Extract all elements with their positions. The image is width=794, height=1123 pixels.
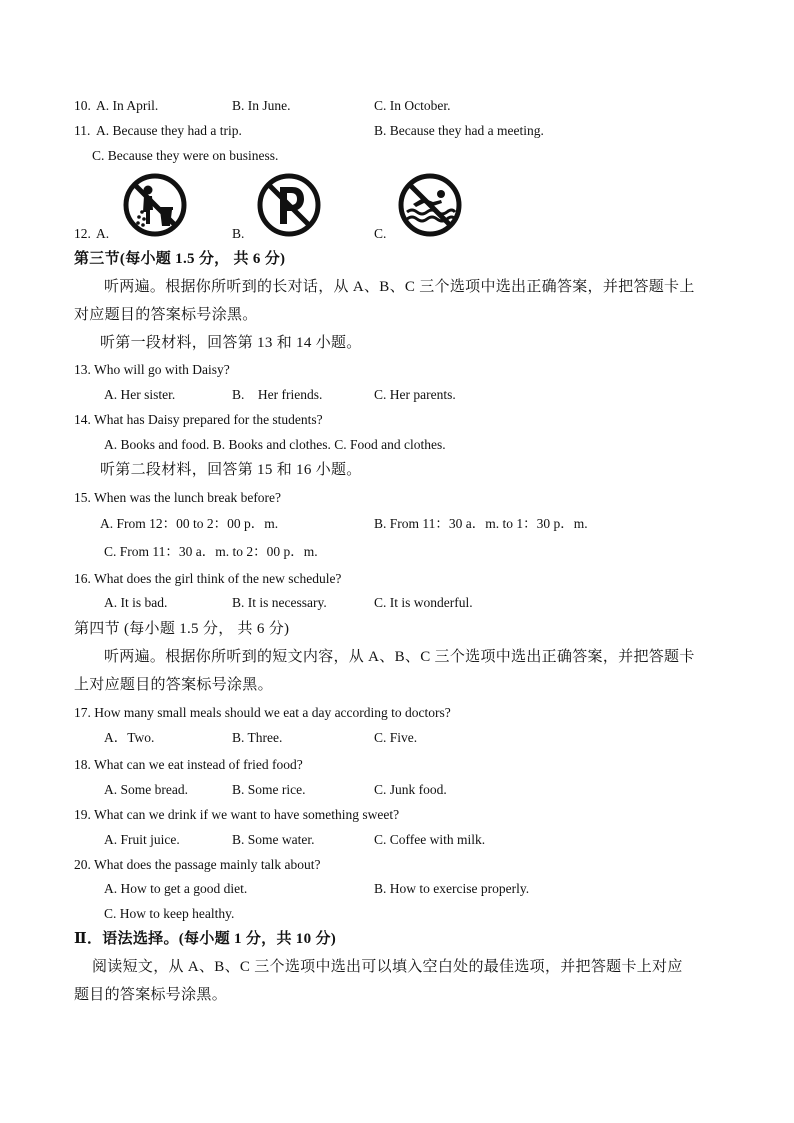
q17-option-a: A．Two. [104, 730, 155, 745]
q16-option-c: C. It is wonderful. [374, 595, 473, 610]
part2-instruction-line1: 阅读短文，从 A、B、C 三个选项中选出可以填入空白处的最佳选项，并把答题卡上对应 [92, 959, 683, 975]
part2-title: Ⅱ．语法选择。(每小题 1 分，共 10 分) [74, 931, 337, 947]
q19-option-b: B. Some water. [232, 832, 315, 847]
q18-stem: 18. What can we eat instead of fried food? [74, 757, 303, 772]
q15-option-b: B. From 11：30 a．m. to 1：30 p．m. [374, 516, 588, 531]
q10-option-c: C. In October. [374, 98, 451, 113]
q14-stem: 14. What has Daisy prepared for the students? [74, 412, 323, 427]
q16-option-a: A. It is bad. [104, 595, 168, 610]
no-swimming-sign-icon [397, 172, 463, 238]
q15-stem: 15. When was the lunch break before? [74, 490, 282, 505]
q16-stem: 16. What does the girl think of the new schedule? [74, 571, 342, 586]
q19-stem: 19. What can we drink if we want to have something sweet? [74, 807, 400, 822]
section4-title: 第四节 (每小题 1.5 分， 共 6 分) [74, 621, 290, 637]
q20-stem: 20. What does the passage mainly talk about? [74, 857, 321, 872]
q13-stem: 13. Who will go with Daisy? [74, 362, 230, 377]
q15-option-c: C. From 11：30 a．m. to 2：00 p．m. [104, 544, 318, 559]
part2-instruction-line2: 题目的答案标号涂黑。 [74, 987, 228, 1003]
q17-option-b: B. Three. [232, 730, 283, 745]
q17-option-c: C. Five. [374, 730, 418, 745]
q12-option-c: C. [374, 226, 387, 241]
q18-option-a: A. Some bread. [104, 782, 188, 797]
no-littering-sign-icon [122, 172, 188, 238]
section4-instruction-line1: 听两遍。根据你所听到的短文内容，从 A、B、C 三个选项中选出正确答案，并把答题卡 [104, 649, 695, 665]
q19-option-c: C. Coffee with milk. [374, 832, 486, 847]
q17-stem: 17. How many small meals should we eat a day according to doctors? [74, 705, 451, 720]
q13-option-b: B. Her friends. [232, 387, 323, 402]
q11-option-b: B. Because they had a meeting. [374, 123, 544, 138]
q13-option-c: C. Her parents. [374, 387, 456, 402]
q20-option-a: A. How to get a good diet. [104, 881, 248, 896]
q20-option-b: B. How to exercise properly. [374, 881, 530, 896]
q11-option-c: C. Because they were on business. [92, 148, 279, 163]
section3-title: 第三节(每小题 1.5 分， 共 6 分) [74, 251, 286, 267]
section4-instruction-line2: 上对应题目的答案标号涂黑。 [74, 677, 273, 693]
q12-number: 12. [74, 226, 91, 241]
section3-material2: 听第二段材料，回答第 15 和 16 小题。 [100, 462, 362, 478]
q12-option-a: A. [96, 226, 110, 241]
section3-instruction-line2: 对应题目的答案标号涂黑。 [74, 307, 258, 323]
q14-options: A. Books and food. B. Books and clothes. C. Food and clothes. [104, 437, 446, 452]
q16-option-b: B. It is necessary. [232, 595, 327, 610]
q20-option-c: C. How to keep healthy. [104, 906, 235, 921]
q18-option-c: C. Junk food. [374, 782, 447, 797]
q11-option-a: A. Because they had a trip. [96, 123, 242, 138]
q11-number: 11. [74, 123, 91, 138]
q19-option-a: A. Fruit juice. [104, 832, 180, 847]
section3-instruction-line1: 听两遍。根据你所听到的长对话，从 A、B、C 三个选项中选出正确答案，并把答题卡上 [104, 279, 695, 295]
q10-option-b: B. In June. [232, 98, 291, 113]
q10-number: 10. [74, 98, 91, 113]
parking-sign-icon [256, 172, 322, 238]
q10-option-a: A. In April. [96, 98, 159, 113]
q15-option-a: A. From 12：00 to 2：00 p．m. [100, 516, 279, 531]
section3-material1: 听第一段材料，回答第 13 和 14 小题。 [100, 335, 362, 351]
q18-option-b: B. Some rice. [232, 782, 306, 797]
q13-option-a: A. Her sister. [104, 387, 176, 402]
q12-option-b: B. [232, 226, 245, 241]
